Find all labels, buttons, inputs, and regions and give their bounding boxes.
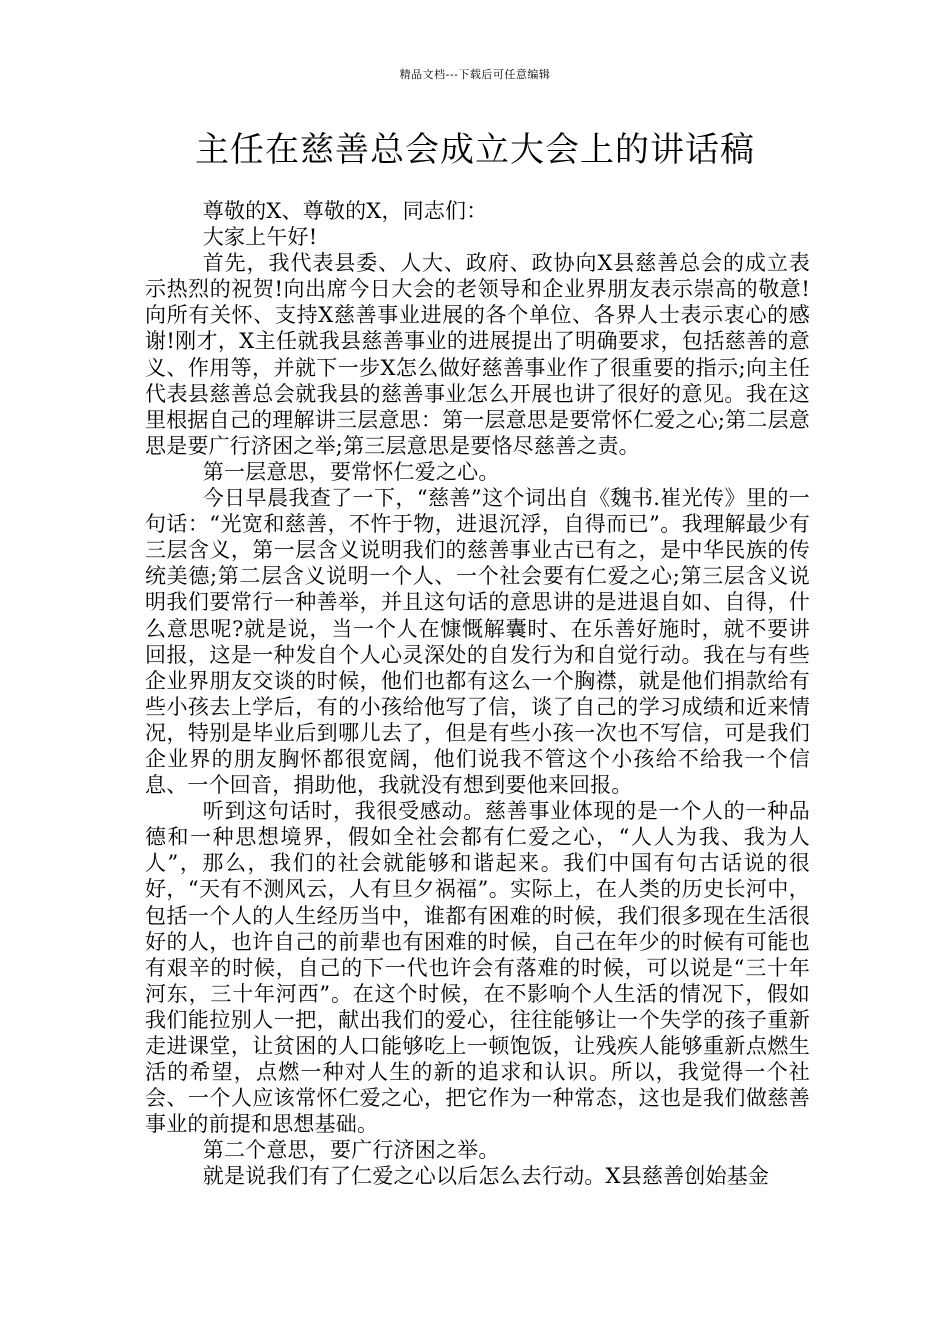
greeting-paragraph: 大家上午好!	[202, 225, 318, 250]
header-note: 精品文档---下载后可任意编辑	[399, 68, 551, 81]
body-paragraph: 今日早晨我查了一下，“慈善”这个词出自《魏书.崔光传》里的一句话：“光宽和慈善，不忤于物，进退沉浮，自得而已”。我理解最少有三层含义，第一层含义说明我们的慈善事业古已有之，是中华民族的传统美德;第二层含义说明一个人、一个社会要有仁爱之心;第三层含义说明我们要常行一种善举，并且这句话的意思讲的是进退自如、自得，什么意思呢?就是说，当一个人在慷慨解囊时、在乐善好施时，就不要讲回报，这是一种发自个人心灵深处的自发行为和自觉行动。我在与有些企业界朋友交谈的时候，他们也都有这么一个胸襟，就是他们捐款给有些小孩去上学后，有的小孩给他写了信，谈了自己的学习成绩和近来情况，特别是毕业后到哪儿去了，但是有些小孩一次也不写信，可是我们企业界的朋友胸怀都很宽阔，他们说我不管这个小孩给不给我一个信息、一个回音，捐助他，我就没有想到要他来回报。	[145, 486, 810, 798]
page-title: 主任在慈善总会成立大会上的讲话稿	[195, 130, 755, 170]
section-heading: 第一层意思，要常怀仁爱之心。	[202, 459, 500, 484]
section-heading: 第二个意思，要广行济困之举。	[202, 1138, 500, 1163]
body-paragraph: 听到这句话时，我很受感动。慈善事业体现的是一个人的一种品德和一种思想境界，假如全社会都有仁爱之心，“人人为我、我为人人”，那么，我们的社会就能够和谐起来。我们中国有句古话说的很好，“天有不测风云，人有旦夕祸福”。实际上，在人类的历史长河中，包括一个人的人生经历当中，谁都有困难的时候，我们很多现在生活很好的人，也许自己的前辈也有困难的时候，自己在年少的时候有可能也有艰辛的时候，自己的下一代也许会有落难的时候，可以说是“三十年河东，三十年河西”。在这个时候，在不影响个人生活的情况下，假如我们能拉别人一把，献出我们的爱心，往往能够让一个失学的孩子重新走进课堂，让贫困的人口能够吃上一顿饱饭，让残疾人能够重新点燃生活的希望，点燃一种对人生的新的追求和认识。所以，我觉得一个社会、一个人应该常怀仁爱之心，把它作为一种常态，这也是我们做慈善事业的前提和思想基础。	[145, 799, 810, 1137]
document-body	[145, 198, 810, 1190]
salutation-paragraph: 尊敬的X、尊敬的X，同志们：	[202, 199, 488, 223]
body-paragraph: 就是说我们有了仁爱之心以后怎么去行动。X县慈善创始基金	[202, 1164, 770, 1189]
body-paragraph: 首先，我代表县委、人大、政府、政协向X县慈善总会的成立表示热烈的祝贺!向出席今日大会的老领导和企业界朋友表示崇高的敬意!向所有关怀、支持X慈善事业进展的各个单位、各界人士表示衷心的感谢!刚才，X主任就我县慈善事业的进展提出了明确要求，包括慈善的意义、作用等，并就下一步X怎么做好慈善事业作了很重要的指示;向主任代表县慈善总会就我县的慈善事业怎么开展也讲了很好的意见。我在这里根据自己的理解讲三层意思：第一层意思是要常怀仁爱之心;第二层意思是要广行济困之举;第三层意思是要恪尽慈善之责。	[145, 251, 810, 458]
